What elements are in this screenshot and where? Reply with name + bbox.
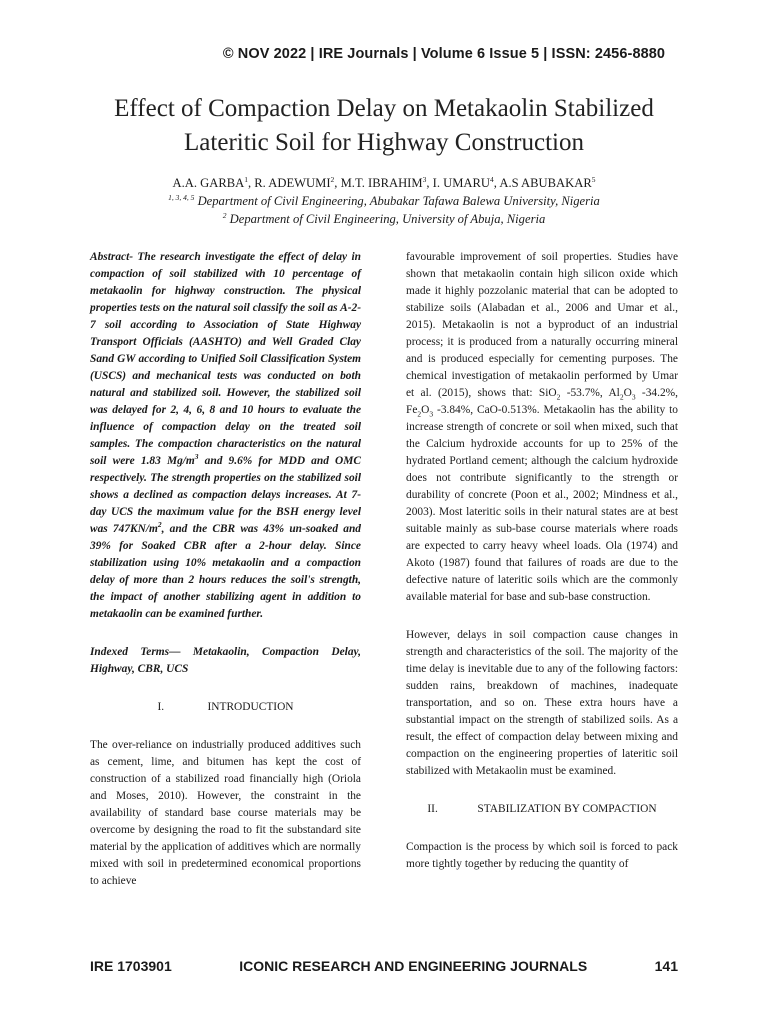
section-heading-introduction: I. INTRODUCTION (157, 701, 294, 713)
right-column (406, 249, 678, 873)
body-paragraph-2: However, delays in soil compaction cause changes in strength and characteristics of the soil. The majority of the time delay is inevitable due to any of the following factors: sudden rains, breakdown of machines, inadequate transportation, and so on. These extra hours have a substantial impact on the strength of stabilized soils. As a result, the effect of compaction delay between mixing and compaction on the engineering properties of lateritic soil stabilized with Metakaolin must be examined. (406, 629, 678, 777)
title-line-1: Effect of Compaction Delay on Metakaolin Stabilized (114, 95, 654, 122)
paper-title (60, 92, 708, 160)
abstract: Abstract- The research investigate the effect of delay in compaction of soil stabilized with 10 percentage of metakaolin for highway construction. The physical properties tests on the natural soil classify the soil as A-2-7 soil according to Association of State Highway Transport Officials (AASHTO) and Well Graded Clay Sand GW according to Unified Soil Classification System (USCS) and mechanical tests was conducted on both natural and stabilized soil. However, the stabilized soil was delayed for 2, 4, 6, 8 and 10 hours to evaluate the influence of compaction delay on the treated soil samples. The compaction characteristics on the natural soil were 1.83 $Mg/m^3$ and 9.6% for MDD and OMC respectively. The strength properties on the stabilized soil shows a declined as compaction delays increases. At 7-day UCS the maximum value for the BSH energy level was $747KN/m^2$, and the CBR was 43% un-soaked and 39% for Soaked CBR after a 2-hour delay. Since stabilization using 10% metakaolin and a compaction delay of more than 2 hours reduces the soil's strength, the impact of another stabilizing agent in addition to metakaolin can be examined further. (90, 251, 361, 620)
body-paragraph-1: favourable improvement of soil properties. Studies have shown that metakaolin contain high silicon oxide which made it highly pozzolanic material that can be adopted to stabilize soils (Alabadan et al., 2006 and Umar et al., 2015). Metakaolin is not a byproduct of an industrial process; it is produced from a naturally occurring mineral and is produced especially for cementing purposes. The chemical investigation of metakaolin performed by Umar et al. (2015), shows that: SiO$_2$ -53.7%, $Al_2O_3$ -34.2%, $Fe_2O_3$ -3.84%, CaO-0.513%. Metakaolin has the ability to increase strength of concrete or soil when mixed, such that the Calcium hydroxide accounts for up to 25% of the hydrated Portland cement; although the calcium hydroxide does not contribute significantly to the strength or durability of concrete (Poon et al., 2002; Mindness et al., 2003). Most lateritic soils in their natural states are at best suitable mainly as sub-base course materials where roads are expected to carry heavy wheel loads. Ola (1974) and Akoto (1987) found that failures of roads are due to the defective nature of lateritic soils which are the commonly available material for base and sub-base construction. (406, 251, 678, 603)
intro-paragraph: The over-reliance on industrially produced additives such as cement, lime, and bitumen has kept the cost of construction of a stabilized road financially high (Oriola and Moses, 2010). However, the constraint in the availability of standard base course materials may be overcome by designing the road to fit the substandard site material by the application of additives which are normally mixed with soil in predetermined economical proportions to achieve (90, 739, 361, 887)
footer-page-number: 141 (654, 958, 678, 974)
author-3: M.T. IBRAHIM$^3$ (340, 174, 427, 190)
journal-header: © NOV 2022 | IRE Journals | Volume 6 Issue 5 | ISSN: 2456-8880 (222, 46, 666, 62)
affiliation-2: $^2$ Department of Civil Engineering, University of Abuja, Nigeria (222, 210, 546, 226)
body-paragraph-3: Compaction is the process by which soil is forced to pack more tightly together by reducing the quantity of (406, 841, 678, 870)
affiliation-1: $^{1, 3, 4, 5}$ Department of Civil Engineering, Abubakar Tafawa Balewa University, Nigeria (168, 192, 600, 208)
title-line-2: Lateritic Soil for Highway Construction (184, 129, 584, 156)
author-5: A.S ABUBAKAR$^5$ (499, 174, 596, 190)
footer-article-id: IRE 1703901 (90, 958, 172, 974)
footer-journal-name: ICONIC RESEARCH AND ENGINEERING JOURNALS (239, 958, 588, 974)
index-terms: Indexed Terms— Metakaolin, Compaction Delay, Highway, CBR, UCS (90, 646, 361, 675)
page-footer (90, 958, 678, 974)
left-column (90, 249, 361, 890)
section-heading-stabilization: II. STABILIZATION BY COMPACTION (427, 803, 657, 815)
author-2: R. ADEWUMI$^2$ (254, 174, 335, 190)
author-list: A.A. GARBA$^1$, R. ADEWUMI$^2$, M.T. IBRAHIM$^3$, I. UMARU$^4$, A.S ABUBAKAR$^5$ (172, 174, 596, 190)
author-4: I. UMARU$^4$ (432, 174, 494, 190)
author-1: A.A. GARBA$^1$ (172, 174, 248, 190)
